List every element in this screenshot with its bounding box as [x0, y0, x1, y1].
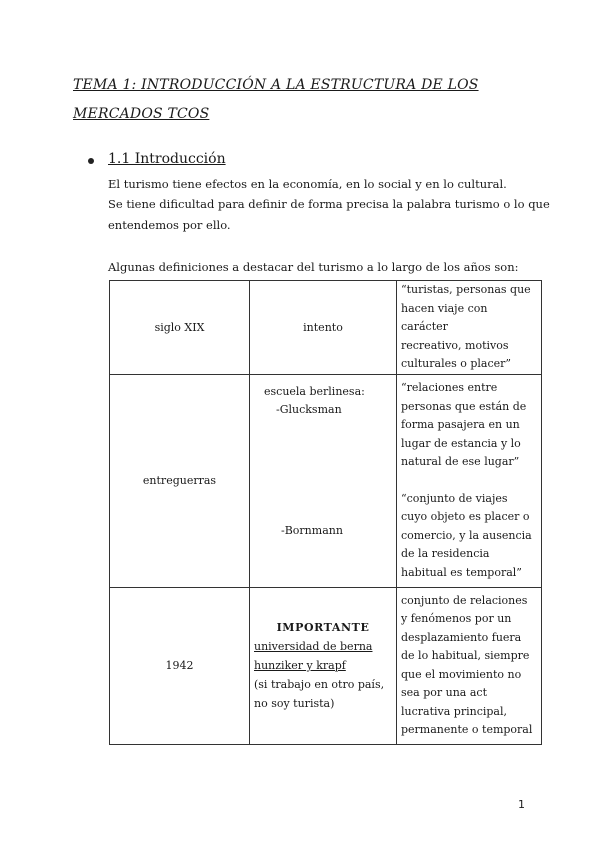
definition-cell — [397, 587, 542, 744]
document-title-line-1: TEMA 1: INTRODUCCIÓN A LA ESTRUCTURA DE LOS — [73, 77, 479, 93]
author-label: -Bornmann — [281, 523, 343, 537]
note-line: (si trabajo en otro país, — [254, 678, 385, 691]
document-title-line-2: MERCADOS TCOS — [73, 106, 210, 122]
table-intro: Algunas definiciones a destacar del turismo a lo largo de los años son: — [108, 260, 519, 274]
definition-line: natural de ese lugar” — [401, 455, 520, 468]
source-cell — [250, 374, 397, 587]
definition-line: habitual es temporal” — [401, 565, 522, 579]
period-cell: entreguerras — [110, 374, 250, 587]
definition-line: culturales o placer” — [401, 357, 512, 370]
page-number: 1 — [518, 798, 525, 811]
paragraph-2: Se tiene dificultad para definir de forma precisa la palabra turismo o lo que — [108, 197, 550, 211]
definition-line: conjunto de relaciones — [401, 593, 528, 607]
definition-line: “turistas, personas que — [401, 283, 531, 296]
definition-cell — [397, 281, 542, 375]
definition-cell — [397, 374, 542, 587]
definition-line: forma pasajera en un — [401, 418, 520, 431]
definition-line: y fenómenos por un — [401, 612, 512, 625]
university-label: universidad de berna — [254, 640, 373, 653]
source-cell — [250, 587, 397, 744]
table-row — [110, 374, 542, 587]
table-row — [110, 281, 542, 375]
source-cell: intento — [250, 281, 397, 375]
bullet-icon — [88, 158, 94, 164]
important-label: IMPORTANTE — [276, 621, 370, 634]
table-row — [110, 587, 542, 744]
definition-line: hacen viaje con carácter — [401, 301, 488, 333]
definition-line: de lo habitual, siempre — [401, 649, 530, 662]
period-cell: siglo XIX — [110, 281, 250, 375]
school-label: escuela berlinesa: — [264, 384, 365, 398]
definition-line: personas que están de — [401, 399, 527, 413]
definition-line: comercio, y la ausencia — [401, 528, 532, 542]
paragraph-1: El turismo tiene efectos en la economía, en lo social y en lo cultural. — [108, 177, 507, 191]
definition-line: de la residencia — [401, 547, 490, 560]
definition-line: lugar de estancia y lo — [401, 436, 521, 450]
definition-line: lucrativa principal, — [401, 704, 507, 718]
definition-line: “conjunto de viajes — [401, 491, 508, 505]
authors-label: hunziker y krapf — [254, 659, 346, 672]
period-cell: 1942 — [110, 587, 250, 744]
definition-line: “relaciones entre — [401, 381, 498, 394]
definition-line: desplazamiento fuera — [401, 630, 522, 644]
definitions-table — [109, 280, 542, 745]
definition-line: permanente o temporal — [401, 723, 533, 736]
definition-line: recreativo, motivos — [401, 338, 509, 352]
section-heading: 1.1 Introducción — [108, 151, 226, 167]
author-label: -Glucksman — [276, 402, 342, 416]
definition-line: cuyo objeto es placer o — [401, 510, 530, 523]
paragraph-3: entendemos por ello. — [108, 218, 231, 232]
definition-line: que el movimiento no — [401, 667, 522, 681]
note-line: no soy turista) — [254, 697, 335, 710]
definition-line: sea por una act — [401, 686, 487, 699]
